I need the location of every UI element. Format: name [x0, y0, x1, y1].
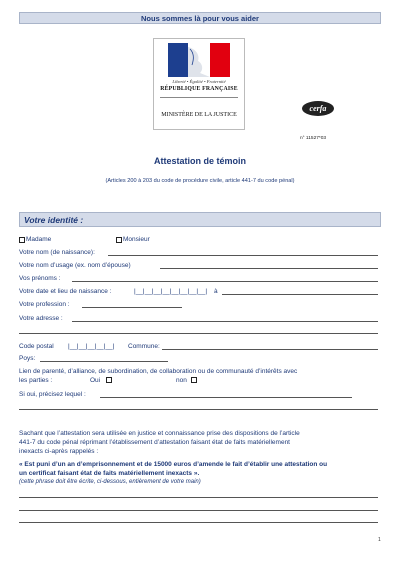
non-label: non [176, 377, 187, 384]
a-label: à [214, 288, 218, 295]
commune-field[interactable] [162, 349, 378, 350]
lieu-field[interactable] [222, 294, 378, 295]
adresse-label: Votre adresse : [19, 315, 63, 322]
page-title: Attestation de témoin [153, 156, 246, 166]
nom-usage-field[interactable] [160, 268, 378, 269]
ministry-name: MINISTÈRE DE LA JUSTICE [161, 112, 237, 118]
handwriting-line-3[interactable] [19, 522, 378, 523]
lien-label-line2: les parties : [19, 377, 53, 384]
nom-label: Votre nom (de naissance): [19, 249, 95, 256]
date-lieu-label: Votre date et lieu de naissance : [19, 288, 112, 295]
pays-label: Poys: [19, 355, 36, 362]
cerfa-logo: cerfa [302, 101, 334, 116]
profession-label: Votre profession : [19, 301, 70, 308]
commune-label: Commune: [128, 343, 160, 350]
notice-line1: Sachant que l’attestation sera utilisée en justice et connaissance prise des dispositions de l’article [19, 430, 300, 437]
precisez-field[interactable] [100, 397, 352, 398]
prenoms-label: Vos prénoms : [19, 275, 61, 282]
handwriting-line-1[interactable] [19, 497, 378, 498]
page-subtitle: (Articles 200 à 203 du code de procédure civile, article 441-7 du code pénal) [105, 178, 295, 184]
page-number: 1 [378, 537, 381, 543]
precisez-label: Si oui, précisez lequel : [19, 391, 86, 398]
adresse-field-line2[interactable] [19, 333, 378, 334]
monsieur-label: Monsieur [123, 236, 150, 243]
nom-usage-label: Votre nom d’usage (ex. nom d’épouse) [19, 262, 131, 269]
republic-motto: Liberté • Égalité • Fraternité [172, 79, 226, 84]
monsieur-checkbox[interactable] [116, 237, 122, 243]
adresse-field[interactable] [72, 321, 378, 322]
republic-name: RÉPUBLIQUE FRANÇAISE [160, 86, 238, 92]
logo-divider [160, 97, 238, 98]
notice-instruction: (cette phrase doit être écrite, ci-dessous, entièrement de votre main) [19, 479, 201, 485]
section-header-identity: Votre identité : [19, 212, 381, 227]
code-postal-boxes-field[interactable]: |__|__|__|__|__| [68, 343, 115, 350]
banner: Nous sommes là pour vous aider [19, 12, 381, 24]
precisez-field-line2[interactable] [19, 409, 378, 410]
code-postal-label: Code postal [19, 343, 54, 350]
profession-field[interactable] [82, 307, 182, 308]
ministry-logo [153, 38, 245, 130]
madame-label: Madame [26, 236, 52, 243]
notice-line2: 441-7 du code pénal réprimant l’établissement d’attestation faisant état de faits matériellement [19, 439, 290, 446]
handwriting-line-2[interactable] [19, 510, 378, 511]
form-number: n° 11527*03 [300, 136, 327, 141]
prenoms-field[interactable] [72, 281, 378, 282]
notice-bold-line1: « Est puni d’un an d’emprisonnement et de 15000 euros d’amende le fait d’établir une attestation ou [19, 461, 328, 468]
lien-label-line1: Lien de parenté, d’alliance, de subordination, de collaboration ou de communauté d’intérêts avec [19, 368, 298, 375]
madame-checkbox[interactable] [19, 237, 25, 243]
nom-field[interactable] [108, 255, 378, 256]
oui-label: Oui [90, 377, 101, 384]
oui-checkbox[interactable] [106, 377, 112, 383]
date-boxes-field[interactable]: |__|__|__|__|__|__|__|__| [134, 288, 208, 295]
marianne-logo-icon [158, 43, 240, 77]
notice-line3: inexacts ci-après rappelés : [19, 448, 99, 455]
notice-bold-line2: un certificat faisant état de faits matériellement inexacts ». [19, 470, 200, 477]
non-checkbox[interactable] [191, 377, 197, 383]
pays-field[interactable] [40, 361, 168, 362]
